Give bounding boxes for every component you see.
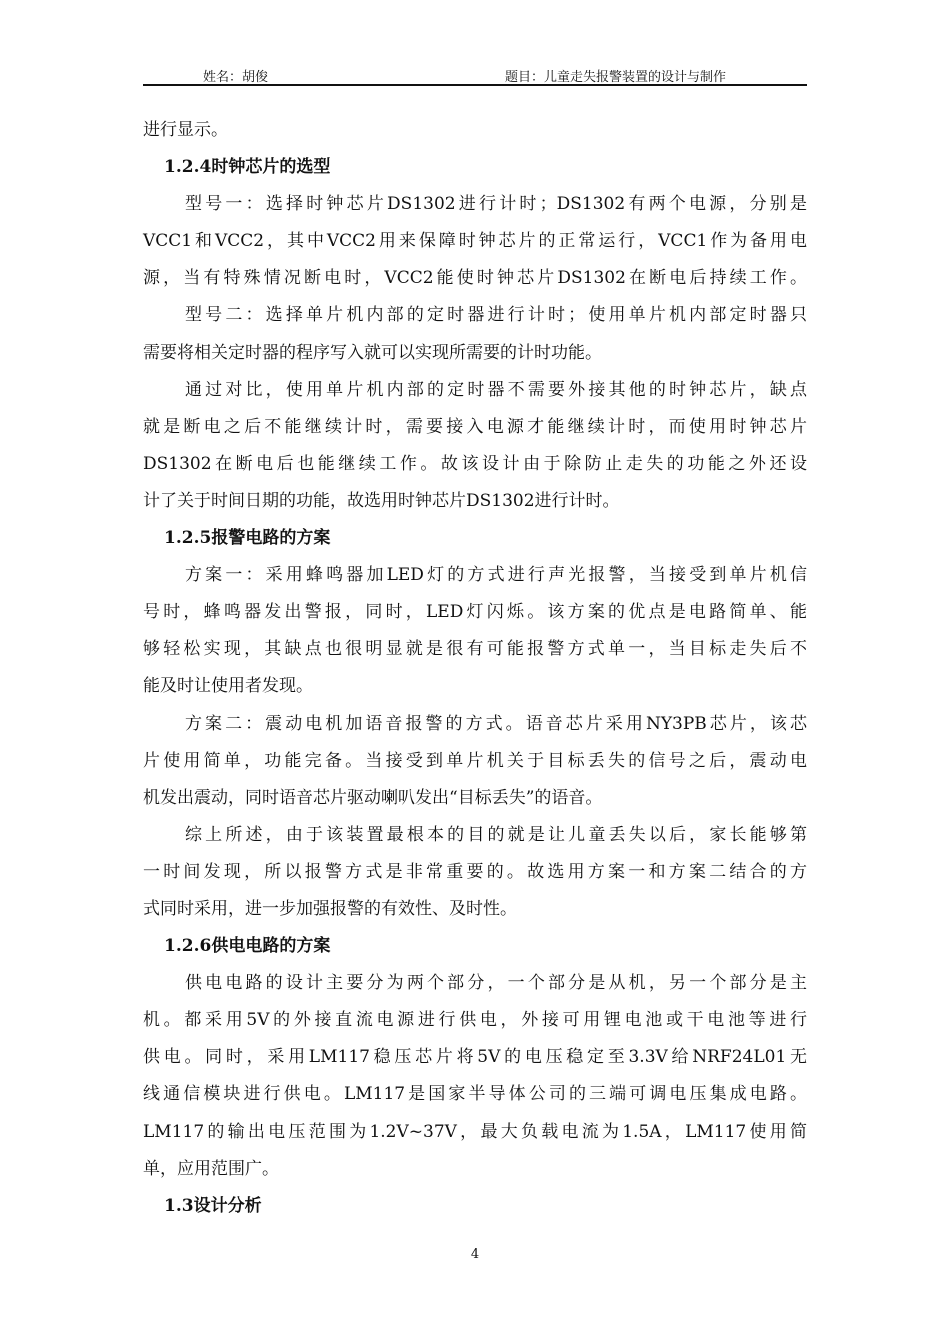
paragraph-line: 线通信模块进行供电。LM117是国家半导体公司的三端可调电压集成电路。: [143, 1084, 807, 1105]
paragraph-line: 片使用简单，功能完备。当接受到单片机关于目标丢失的信号之后，震动电: [143, 750, 807, 771]
paragraph-line: DS1302在断电后也能继续工作。故该设计由于除防止走失的功能之外还设: [143, 453, 807, 474]
paragraph-line: 方案二：震动电机加语音报警的方式。语音芯片采用NY3PB芯片，该芯: [185, 713, 807, 734]
section-heading: 1.3设计分析: [164, 1195, 262, 1216]
paragraph-line: 号时，蜂鸣器发出警报，同时，LED灯闪烁。该方案的优点是电路简单、能: [143, 602, 807, 623]
paragraph-line: 一时间发现，所以报警方式是非常重要的。故选用方案一和方案二结合的方: [143, 861, 807, 882]
paragraph-line: 够轻松实现，其缺点也很明显就是很有可能报警方式单一，当目标走失后不: [143, 639, 807, 660]
paragraph-line: 型号一：选择时钟芯片DS1302进行计时；DS1302有两个电源，分别是: [185, 194, 807, 215]
header-author: 姓名：胡俊: [203, 70, 269, 85]
paragraph-line: 能及时让使用者发现。: [143, 676, 313, 697]
paragraph-line: 供电。同时，采用LM117稳压芯片将5V的电压稳定至3.3V给NRF24L01无: [143, 1047, 807, 1068]
page-header: [143, 62, 807, 86]
paragraph-line: 机发出震动，同时语音芯片驱动喇叭发出“目标丢失”的语音。: [143, 787, 603, 808]
paragraph-line: 需要将相关定时器的程序写入就可以实现所需要的计时功能。: [143, 342, 602, 363]
paragraph-line: 单，应用范围广。: [143, 1158, 279, 1179]
paragraph-line: 供电电路的设计主要分为两个部分，一个部分是从机，另一个部分是主: [185, 973, 807, 994]
paragraph-line: 综上所述，由于该装置最根本的目的就是让儿童丢失以后，家长能够第: [185, 824, 807, 845]
paragraph-line: 通过对比，使用单片机内部的定时器不需要外接其他的时钟芯片，缺点: [185, 379, 807, 400]
paragraph-line: 方案一：采用蜂鸣器加LED灯的方式进行声光报警，当接受到单片机信: [185, 565, 807, 586]
section-heading: 1.2.5报警电路的方案: [164, 528, 331, 549]
body-text: [143, 112, 807, 1225]
header-title: 题目：儿童走失报警装置的设计与制作: [505, 70, 727, 85]
paragraph-line: 计了关于时间日期的功能，故选用时钟芯片DS1302进行计时。: [143, 490, 620, 511]
paragraph-line: 式同时采用，进一步加强报警的有效性、及时性。: [143, 898, 517, 919]
paragraph-line: VCC1和VCC2，其中VCC2用来保障时钟芯片的正常运行，VCC1作为备用电: [143, 231, 807, 252]
paragraph-line: 源，当有特殊情况断电时，VCC2能使时钟芯片DS1302在断电后持续工作。: [143, 268, 807, 289]
paragraph-line: 机。都采用5V的外接直流电源进行供电，外接可用锂电池或干电池等进行: [143, 1010, 807, 1031]
paragraph-line: 型号二：选择单片机内部的定时器进行计时；使用单片机内部定时器只: [185, 305, 807, 326]
section-heading: 1.2.6供电电路的方案: [164, 936, 331, 957]
section-heading: 1.2.4时钟芯片的选型: [164, 157, 331, 178]
paragraph-line: 进行显示。: [143, 120, 228, 140]
paragraph-line: 就是断电之后不能继续计时，需要接入电源才能继续计时，而使用时钟芯片: [143, 416, 807, 437]
paragraph-line: LM117的输出电压范围为1.2V~37V，最大负载电流为1.5A，LM117使用简: [143, 1121, 807, 1142]
page-number: 4: [470, 1247, 480, 1262]
